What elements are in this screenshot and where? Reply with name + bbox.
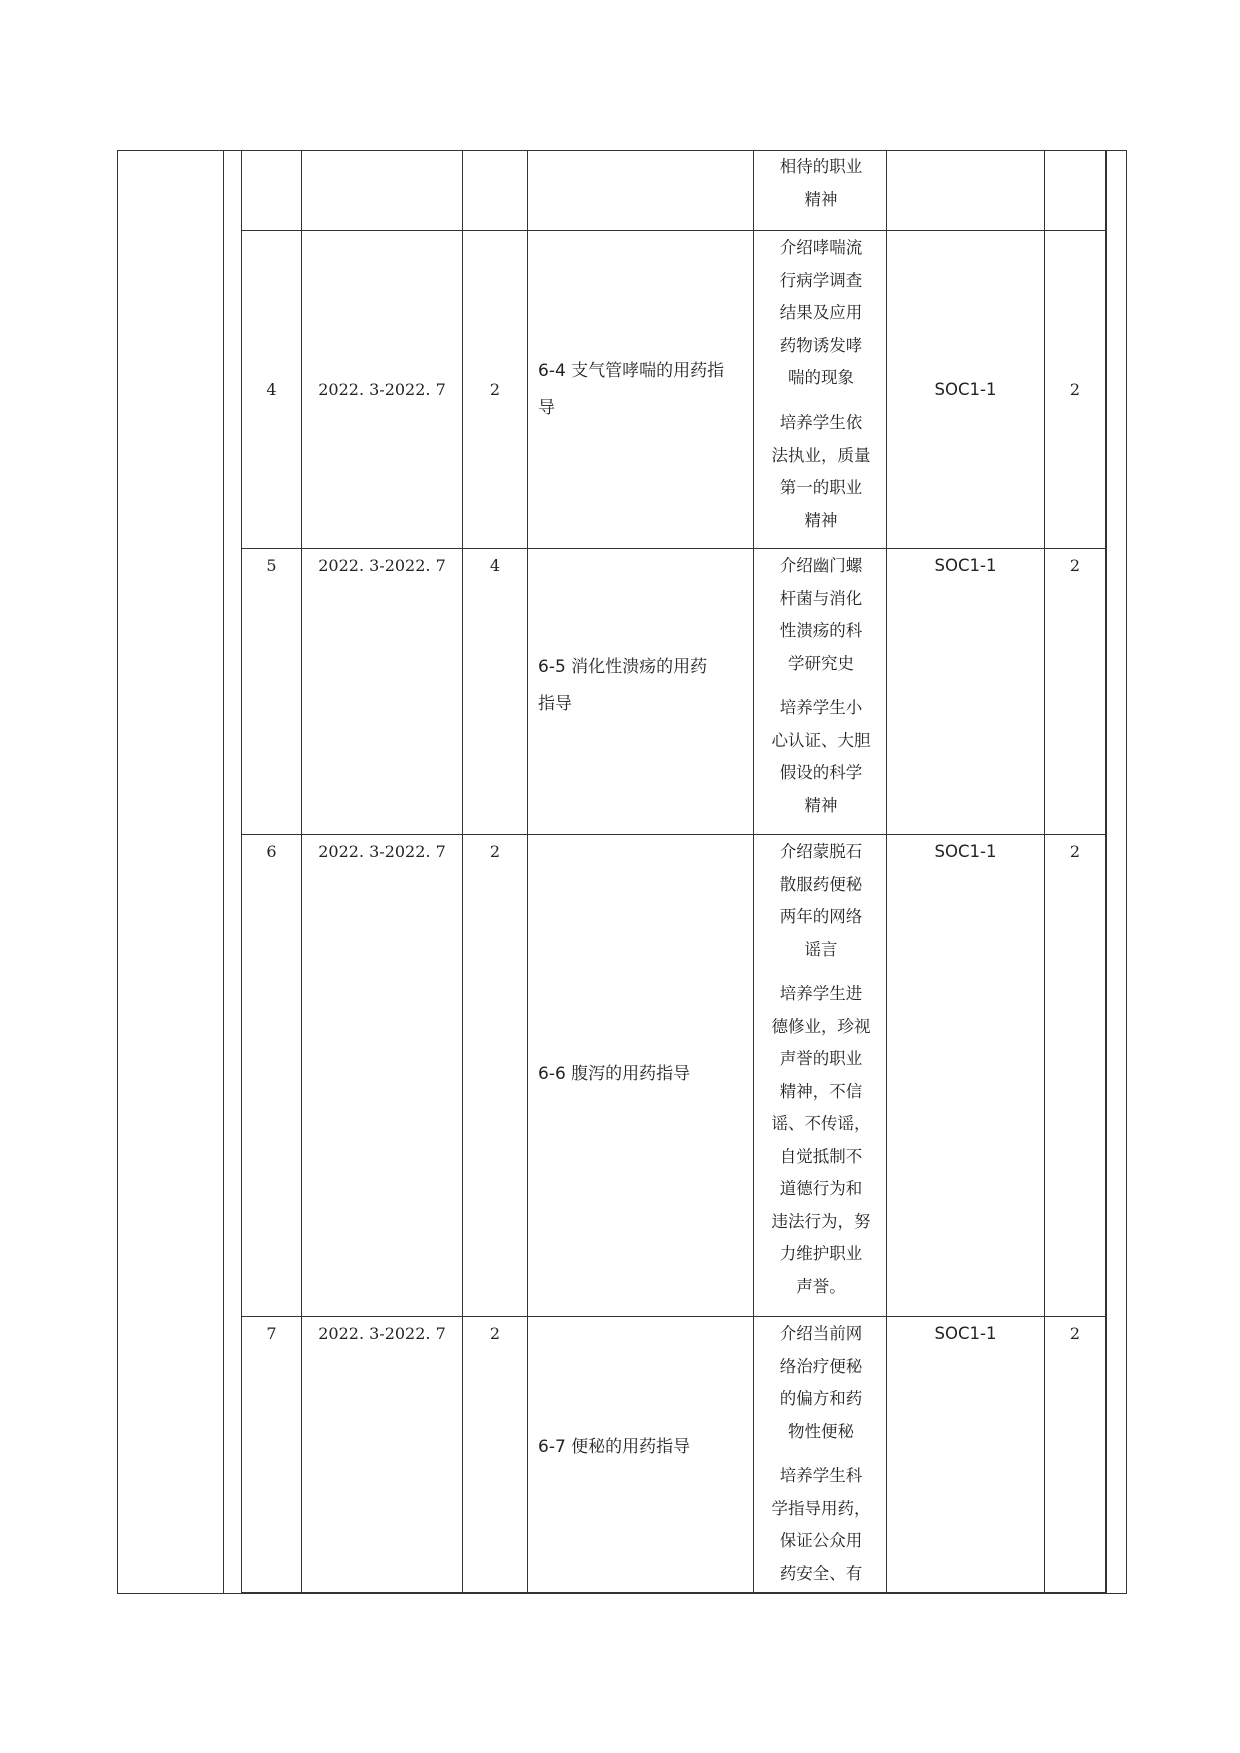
- content-text: 介绍当前网 络治疗便秘 的偏方和药 物性便秘: [779, 1324, 863, 1441]
- table-row: [241, 1316, 1106, 1594]
- content-goal-text: 培养学生科 学指导用药， 保证公众用 药安全、有: [771, 1466, 871, 1583]
- cell-soc: SOC1-1: [887, 549, 1045, 834]
- table-row: [241, 230, 1106, 548]
- cell-level: 2: [1045, 1317, 1106, 1594]
- cell-date: 2022. 3-2022. 7: [302, 1317, 463, 1594]
- cell-topic: [528, 835, 754, 1316]
- cell-content: [754, 549, 887, 834]
- cell-topic: [528, 231, 754, 548]
- cell-number: 6: [241, 835, 302, 1316]
- content-goal-text: 培养学生进 德修业，珍视 声誉的职业 精神，不信 谣、不传谣， 自觉抵制不 道德行为和 违法行为，努 力维护职业 声誉。: [771, 984, 871, 1296]
- cell-number: 5: [241, 549, 302, 834]
- cell-hours: 2: [463, 835, 528, 1316]
- cell-content: [754, 231, 887, 548]
- topic-text: 6-7 便秘的用药指导: [538, 1437, 691, 1457]
- cell-number: 4: [241, 231, 302, 548]
- cell-soc: SOC1-1: [887, 835, 1045, 1316]
- cell-content: [754, 151, 887, 230]
- cell-soc: [887, 151, 1045, 230]
- cell-level: 2: [1045, 835, 1106, 1316]
- cell-level: 2: [1045, 549, 1106, 834]
- cell-content: [754, 835, 887, 1316]
- cell-date: 2022. 3-2022. 7: [302, 231, 463, 548]
- cell-hours: 2: [463, 231, 528, 548]
- outer-column-divider: [223, 150, 224, 1594]
- inner-table-right-border: [1106, 150, 1107, 1594]
- content-text: 介绍幽门螺 杆菌与消化 性溃疡的科 学研究史: [779, 556, 863, 673]
- cell-number: [241, 151, 302, 230]
- cell-hours: [463, 151, 528, 230]
- cell-date: [302, 151, 463, 230]
- cell-topic: [528, 151, 754, 230]
- content-goal-text: 培养学生小 心认证、大胆 假设的科学 精神: [771, 698, 871, 815]
- cell-date: 2022. 3-2022. 7: [302, 549, 463, 834]
- table-bottom-border: [241, 1592, 1106, 1593]
- content-text: 介绍哮喘流 行病学调查 结果及应用 药物诱发哮 喘的现象: [779, 238, 863, 387]
- cell-date: 2022. 3-2022. 7: [302, 835, 463, 1316]
- table-row: [241, 150, 1106, 230]
- content-text: 介绍蒙脱石 散服药便秘 两年的网络 谣言: [779, 842, 863, 959]
- cell-soc: SOC1-1: [887, 231, 1045, 548]
- table-row: [241, 548, 1106, 834]
- cell-level: [1045, 151, 1106, 230]
- content-text: 相待的职业 精神: [779, 157, 863, 209]
- content-goal-text: 培养学生依 法执业，质量 第一的职业 精神: [771, 413, 871, 530]
- cell-topic: [528, 549, 754, 834]
- topic-text: 6-4 支气管哮喘的用药指 导: [538, 361, 725, 418]
- topic-text: 6-6 腹泻的用药指导: [538, 1064, 691, 1084]
- topic-text: 6-5 消化性溃疡的用药 指导: [538, 657, 708, 714]
- table-row: [241, 834, 1106, 1316]
- cell-level: 2: [1045, 231, 1106, 548]
- course-schedule-table: [241, 150, 1106, 1594]
- cell-topic: [528, 1317, 754, 1594]
- cell-soc: SOC1-1: [887, 1317, 1045, 1594]
- cell-number: 7: [241, 1317, 302, 1594]
- cell-content: [754, 1317, 887, 1594]
- cell-hours: 2: [463, 1317, 528, 1594]
- cell-hours: 4: [463, 549, 528, 834]
